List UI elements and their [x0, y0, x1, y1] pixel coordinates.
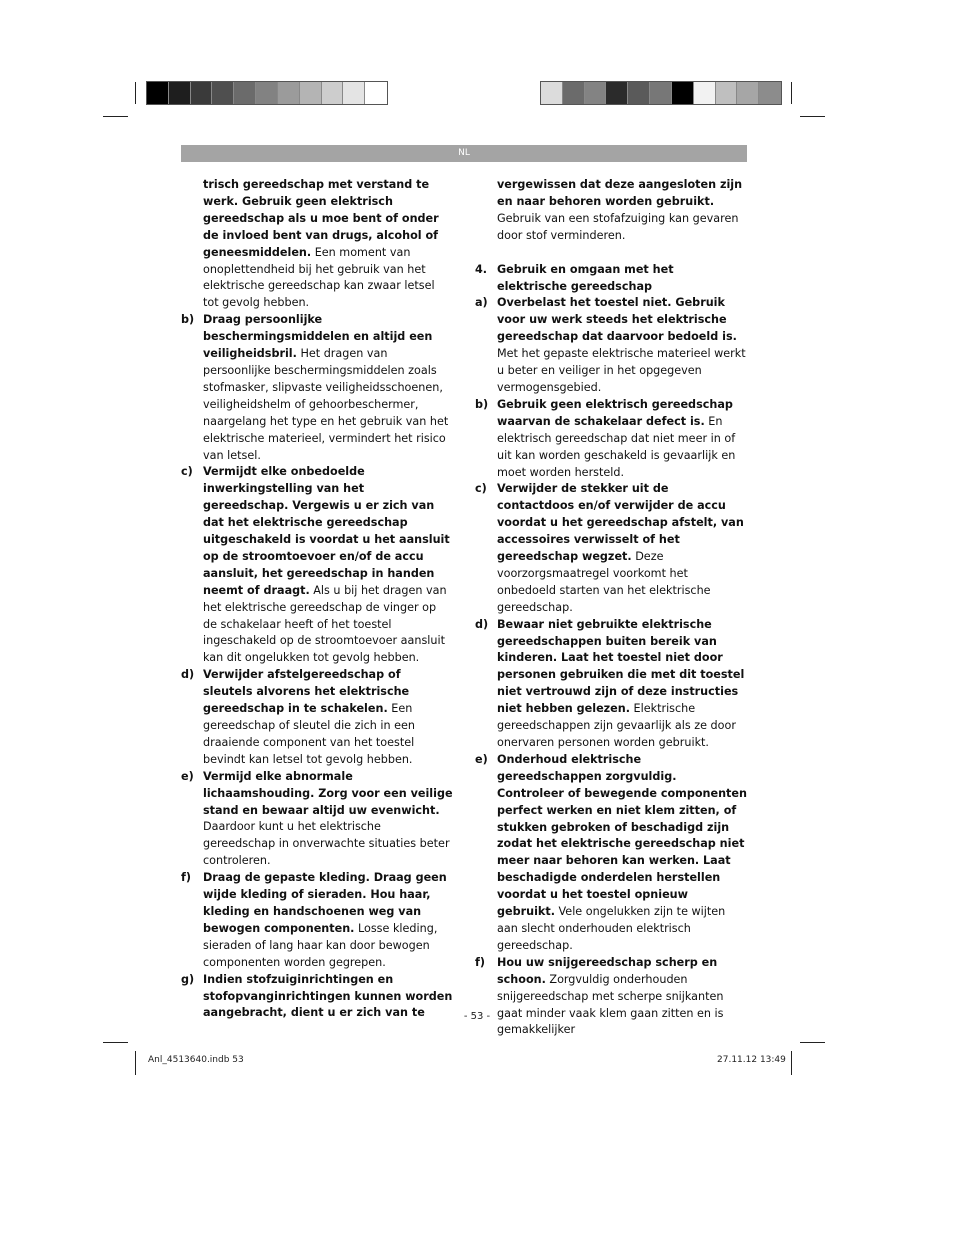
item-bold-text: vergewissen dat deze aangesloten zijn en naar behoren worden gebruikt.	[497, 178, 743, 208]
item-text	[203, 177, 453, 312]
item-text	[203, 769, 453, 870]
item-text	[497, 397, 747, 482]
color-swatch	[672, 82, 694, 104]
item-text	[497, 752, 747, 955]
item-bold-text: Draag de gepaste kleding. Draag geen wijde kleding of sieraden. Hou haar, kleding en handschoenen weg van bewogen componenten.	[203, 871, 447, 935]
item-text	[497, 295, 747, 396]
section-heading	[475, 262, 747, 296]
item-body-text: Een gereedschap of sleutel die zich in een draaiende component van het toestel bevindt kan letsel tot gevolg hebben.	[203, 702, 416, 766]
item-label	[181, 177, 203, 312]
list-item	[475, 955, 747, 1040]
crop-mark	[800, 1042, 825, 1043]
section-title: Gebruik en omgaan met het elektrische gereedschap	[497, 262, 674, 293]
item-bold-text: Bewaar niet gebruikte elektrische gereedschappen buiten bereik van kinderen. Laat het toestel niet door personen gebruiken die met dit toestel niet vertrouwd zijn of deze instructies niet hebben gelezen.	[497, 617, 745, 716]
item-text	[203, 312, 453, 464]
item-label: c)	[475, 482, 487, 496]
item-bold-text: trisch gereedschap met verstand te werk. Gebruik geen elektrisch gereedschap als u moe bent of onder de invloed bent van drugs, alcohol of geneesmiddelen.	[203, 178, 439, 259]
item-bold-text: Verwijder de stekker uit de contactdoos en/of verwijder de accu voordat u het gereedschap afstelt, van accessoires verwisselt of het gereedschap wegzet.	[497, 482, 744, 564]
right-column	[475, 177, 747, 1039]
item-label: g)	[181, 972, 195, 986]
list-item	[475, 295, 747, 396]
item-body-text: Met het gepaste elektrische materieel werkt u beter en veiliger in het opgegeven vermogensgebied.	[497, 347, 746, 394]
item-body-text: Het dragen van persoonlijke beschermingsmiddelen zoals stofmasker, slipvaste veiligheidsschoenen, veiligheidshelm of gehoorbeschermer, naargelang het type en het gebruik van het elektrische materieel, vermindert het risico van letsel.	[203, 347, 449, 462]
list-item	[475, 752, 747, 955]
left-column	[181, 177, 453, 1022]
item-label: e)	[475, 752, 488, 766]
item-label: f)	[181, 871, 191, 885]
color-swatch	[694, 82, 716, 104]
color-swatch	[365, 82, 387, 104]
list-item	[475, 397, 747, 482]
color-bar-right	[540, 81, 782, 105]
color-swatch	[628, 82, 650, 104]
color-swatch	[256, 82, 278, 104]
item-bold-text: Vermijdt elke onbedoelde inwerkingstelling van het gereedschap. Vergewis u er zich van dat het elektrische gereedschap uitgeschakeld is voordat u het aansluit op de stroomtoevoer en/of de accu aansluit, het gereedschap in handen neemt of draagt.	[203, 465, 450, 597]
item-body-text: Deze voorzorgsmaatregel voorkomt het onbedoeld starten van het elektrische gereedschap.	[497, 550, 711, 614]
list-item	[181, 667, 453, 768]
item-body-text: Elektrische gereedschappen zijn gevaarlijk als ze door onervaren personen worden gebruikt.	[497, 702, 736, 749]
item-body-text: Vele ongelukken zijn te wijten aan slecht onderhouden elektrisch gereedschap.	[497, 905, 726, 952]
item-label	[475, 177, 497, 245]
list-item	[475, 481, 747, 616]
color-swatch	[585, 82, 607, 104]
color-bar-left	[146, 81, 388, 105]
item-text	[203, 667, 453, 768]
item-text	[497, 955, 747, 1040]
list-item	[181, 870, 453, 971]
item-label: e)	[181, 769, 194, 783]
list-item	[181, 464, 453, 667]
item-body-text: Daardoor kunt u het elektrische gereedschap in onverwachte situaties beter controleren.	[203, 820, 450, 868]
item-bold-text: Hou uw snijgereedschap scherp en schoon.	[497, 955, 718, 986]
item-bold-text: Indien stofzuiginrichtingen en stofopvanginrichtingen kunnen worden aangebracht, dient u er zich van te	[203, 972, 453, 1020]
intro-paragraph	[475, 177, 747, 245]
list-item	[181, 177, 453, 312]
item-bold-text: Onderhoud elektrische gereedschappen zorgvuldig. Controleer of bewegende componenten perfect werken en niet klem zitten, of stukken gebroken of beschadigd zijn zodat het elektrische gereedschap niet meer naar behoren kan werken. Laat beschadigde onderdelen herstellen voordat u het toestel opnieuw gebruikt.	[497, 752, 747, 919]
item-body-text: Gebruik van een stofafzuiging kan gevaren door stof verminderen.	[497, 211, 739, 242]
item-label: d)	[475, 617, 489, 631]
item-label: c)	[181, 465, 193, 479]
color-swatch	[606, 82, 628, 104]
right-items	[475, 295, 747, 1039]
item-text	[203, 464, 453, 667]
registration-mark	[791, 82, 792, 104]
item-text	[497, 481, 747, 616]
item-label: b)	[181, 313, 195, 327]
item-body-text: Als u bij het dragen van het elektrische gereedschap de vinger op de schakelaar heeft of het toestel ingeschakeld op de stroomtoevoer aansluit kan dit ongelukken tot gevolg hebben.	[203, 583, 447, 665]
language-header: NL	[181, 145, 747, 162]
color-swatch	[212, 82, 234, 104]
color-swatch	[563, 82, 585, 104]
item-bold-text: Vermijd elke abnormale lichaamshouding. Zorg voor een veilige stand en bewaar altijd uw evenwicht.	[203, 769, 453, 817]
crop-mark	[791, 1051, 792, 1075]
crop-mark	[800, 116, 825, 117]
color-swatch	[650, 82, 672, 104]
item-label: d)	[181, 668, 195, 682]
color-swatch	[759, 82, 781, 104]
item-text	[497, 617, 747, 752]
color-swatch	[541, 82, 563, 104]
color-swatch	[716, 82, 738, 104]
crop-mark	[135, 1051, 136, 1075]
list-item	[181, 312, 453, 464]
registration-mark	[135, 82, 136, 104]
item-bold-text: Draag persoonlijke beschermingsmiddelen en altijd een veiligheidsbril.	[203, 313, 433, 361]
color-swatch	[234, 82, 256, 104]
color-swatch	[147, 82, 169, 104]
color-swatch	[343, 82, 365, 104]
footer-file-info: Anl_4513640.indb 53	[148, 1055, 244, 1065]
item-body-text: Een moment van onoplettendheid bij het gebruik van het elektrische gereedschap kan zwaar letsel tot gevolg hebben.	[203, 245, 435, 310]
color-swatch	[300, 82, 322, 104]
item-bold-text: Verwijder afstelgereedschap of sleutels alvorens het elektrische gereedschap in te schakelen.	[203, 668, 410, 716]
page-number: - 53 -	[463, 1011, 491, 1022]
item-label: b)	[475, 397, 489, 411]
list-item	[181, 769, 453, 870]
color-swatch	[169, 82, 191, 104]
crop-mark	[103, 116, 128, 117]
item-body-text: Zorgvuldig onderhouden snijgereedschap met scherpe snijkanten gaat minder vaak klem gaan zitten en is gemakkelijker	[497, 972, 724, 1037]
color-swatch	[322, 82, 344, 104]
item-body-text: Losse kleding, sieraden of lang haar kan door bewogen componenten worden gegrepen.	[203, 921, 438, 969]
color-swatch	[737, 82, 759, 104]
item-body-text: En elektrisch gereedschap dat niet meer in of uit kan worden geschakeld is gevaarlijk en moet worden hersteld.	[497, 414, 736, 479]
item-bold-text: Gebruik geen elektrisch gereedschap waarvan de schakelaar defect is.	[497, 397, 733, 428]
item-label: a)	[475, 296, 488, 310]
item-text	[203, 870, 453, 971]
section-number: 4.	[475, 262, 488, 276]
color-swatch	[278, 82, 300, 104]
list-item	[475, 617, 747, 752]
crop-mark	[103, 1042, 128, 1043]
item-label: f)	[475, 955, 485, 969]
footer-date: 27.11.12 13:49	[717, 1055, 786, 1065]
color-swatch	[191, 82, 213, 104]
item-bold-text: Overbelast het toestel niet. Gebruik voor uw werk steeds het elektrische gereedschap dat daarvoor bedoeld is.	[497, 296, 737, 344]
item-text	[497, 177, 747, 245]
